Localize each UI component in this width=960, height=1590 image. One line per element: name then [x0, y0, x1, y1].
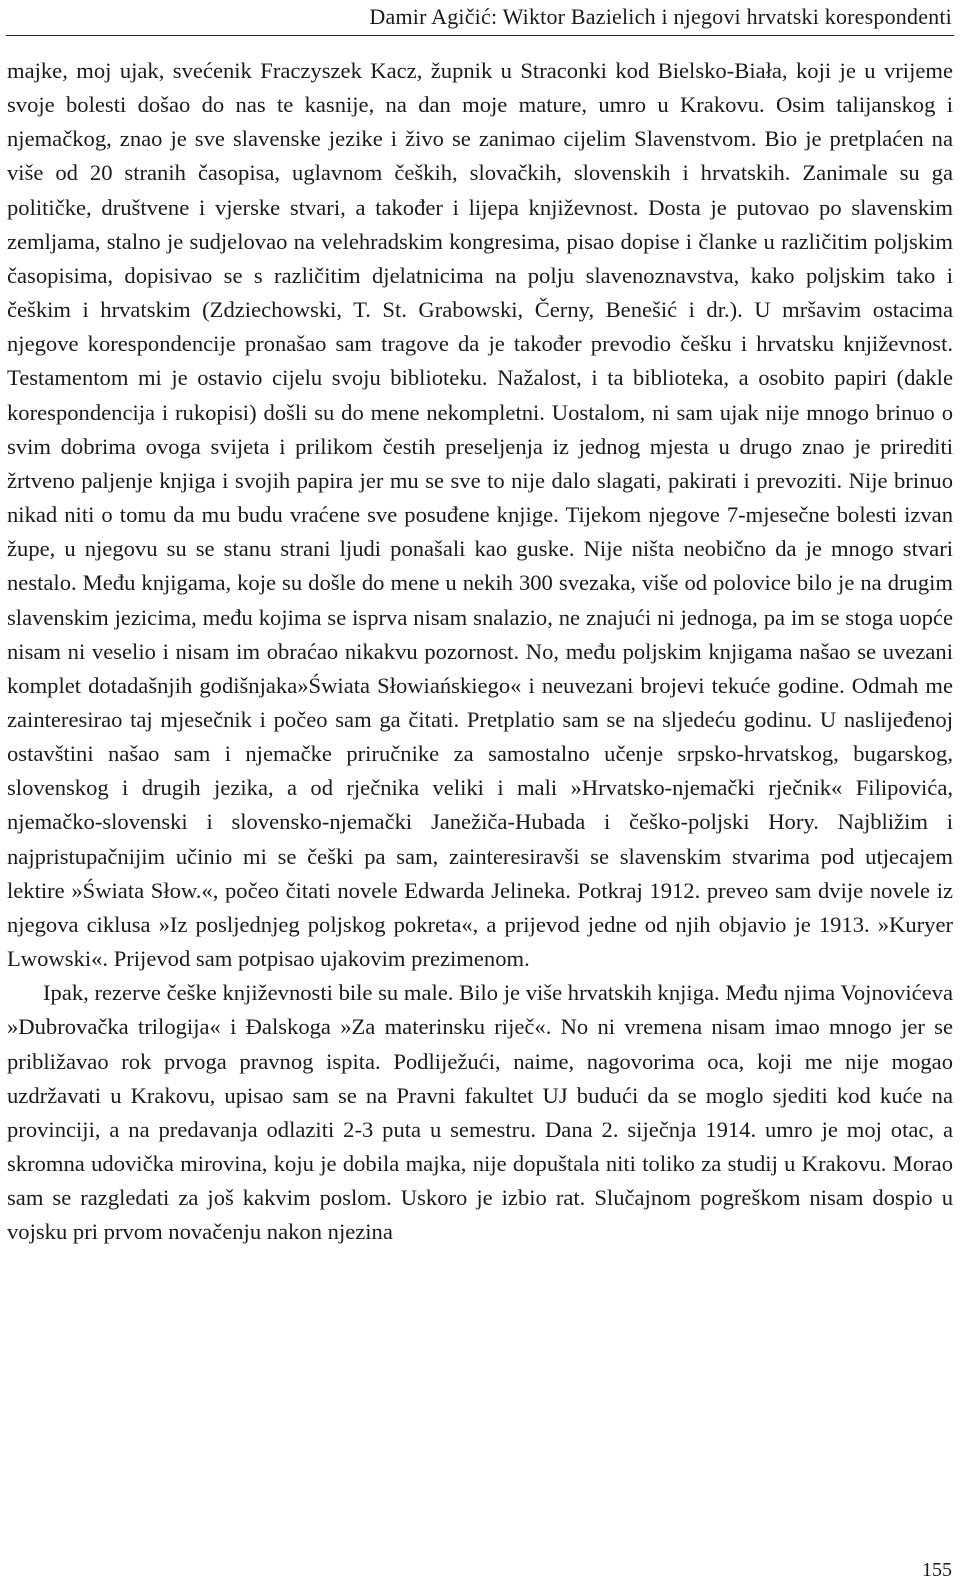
running-title: Damir Agičić: Wiktor Bazielich i njegovi hrvatski korespondenti: [369, 4, 952, 29]
paragraph: majke, moj ujak, svećenik Fraczyszek Kacz, župnik u Straconki kod Bielsko-Biała, koji je u vrijeme svoje bolesti došao do nas te kasnije, na dan moje mature, umro u Krakovu. Osim talijanskog i njemačkog, znao je sve slavenske jezike i živo se zanimao cijelim Slavenstvom. Bio je pretplaćen na više od 20 stranih časopisa, uglavnom čeških, slovačkih, slovenskih i hrvatskih. Zanimale su ga političke, društvene i vjerske stvari, a također i lijepa književnost. Dosta je putovao po slavenskim zemljama, stalno je sudjelovao na velehradskim kongresima, pisao dopise i članke u različitim poljskim časopisima, dopisivao se s različitim djelatnicima na polju slavenoznavstva, kako poljskim tako i češkim i hrvatskim (Zdziechowski, T. St. Grabowski, Černy, Benešić i dr.). U mršavim ostacima njegove korespondencije pronašao sam tragove da je također prevodio češku i hrvatsku književnost. Testamentom mi je ostavio cijelu svoju biblioteku. Nažalost, i ta biblioteka, a osobito papiri (dakle korespondencija i rukopisi) došli su do mene nekompletni. Uostalom, ni sam ujak nije mnogo brinuo o svim dobrima ovoga svijeta i prilikom čestih preseljenja iz jednog mjesta u drugo znao je prirediti žrtveno paljenje knjiga i svojih papira jer mu se sve to nije dalo slagati, pakirati i prevoziti. Nije brinuo nikad niti o tomu da mu budu vraćene sve posuđene knjige. Tijekom njegove 7-mjesečne bolesti izvan župe, u njegovu su se stanu strani ljudi ponašali kao guske. Nije ništa neobično da je mnogo stvari nestalo. Među knjigama, koje su došle do mene u nekih 300 svezaka, više od polovice bilo je na drugim slavenskim jezicima, među kojima se isprva nisam snalazio, ne znajući ni jednoga, pa im se stoga uopće nisam ni veselio i nisam im obraćao nikakvu pozornost. No, među poljskim knjigama našao se uvezani komplet dotadašnjih godišnjaka»Świata Słowiańskiego« i neuvezani brojevi tekuće godine. Odmah me zainteresirao taj mjesečnik i počeo sam ga čitati. Pretplatio sam se na sljedeću godinu. U naslijeđenoj ostavštini našao sam i njemačke priručnike za samostalno učenje srpsko-hrvatskog, bugarskog, slovenskog i drugih jezika, a od rječnika veliki i mali »Hrvatsko-njemački rječnik« Filipovića, njemačko-slovenski i slovensko-njemački Janežiča-Hubada i češko-poljski Hory. Najbližim i najpristupačnijim učinio mi se češki pa sam, zainteresiravši se slavenskim stvarima pod utjecajem lektire »Świata Słow.«, počeo čitati novele Edwarda Jelineka. Potkraj 1912. preveo sam dvije novele iz njegova ciklusa »Iz posljednjeg poljskog pokreta«, a prijevod jedne od njih objavio je 1913. »Kuryer Lwowski«. Prijevod sam potpisao ujakovim prezimenom.: [7, 58, 953, 972]
header-rule: [6, 35, 954, 36]
paragraph: Ipak, rezerve češke književnosti bile su male. Bilo je više hrvatskih knjiga. Među njima Vojnovićeva »Dubrovačka trilogija« i Đalskoga »Za materinsku riječ«. No ni vremena nisam imao mnogo jer se približavao rok prvoga pravnog ispita. Podliježući, naime, nagovorima oca, koji me nije mogao uzdržavati u Krakovu, upisao sam se na Pravni fakultet UJ budući da se moglo sjediti kod kuće na provinciji, a na predavanja odlaziti 2-3 puta u semestru. Dana 2. siječnja 1914. umro je moj otac, a skromna udovička mirovina, koju je dobila majka, nije dopuštala niti toliko za studij u Krakovu. Morao sam se razgledati za još kakvim poslom. Uskoro je izbio rat. Slučajnom pogreškom nisam dospio u vojsku pri prvom novačenju nakon njezina: [7, 980, 953, 1245]
body-text: [7, 54, 953, 1249]
page-number: 155: [922, 1559, 952, 1581]
